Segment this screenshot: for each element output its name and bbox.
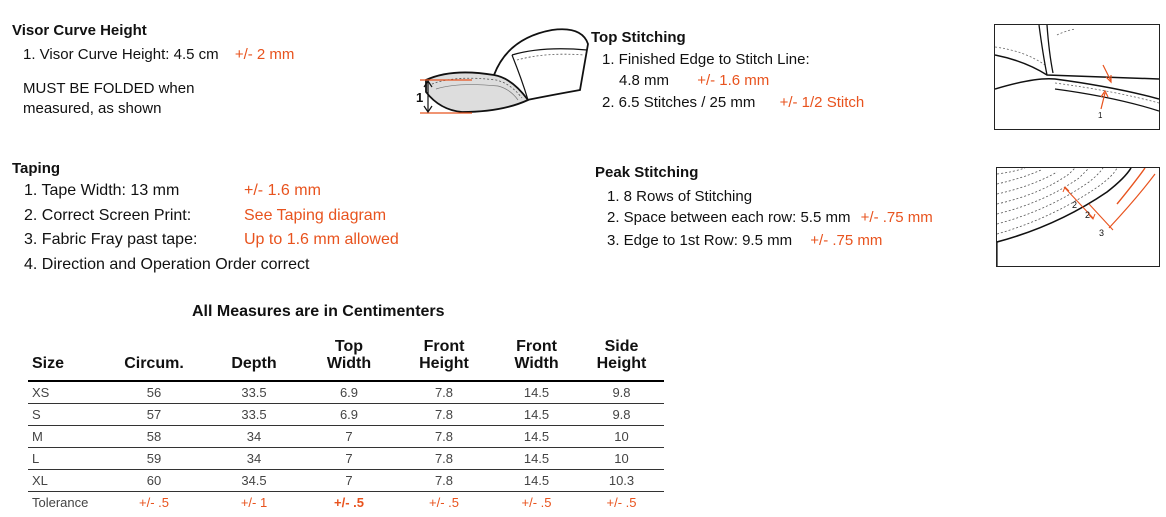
table-cell: 34.5 [241, 473, 267, 488]
top-stitching-heading: Top Stitching [591, 29, 686, 46]
table-cell: 7 [345, 429, 353, 444]
taping-item [24, 231, 399, 256]
table-cell: 7.8 [434, 451, 454, 466]
table-cell: M [32, 429, 43, 444]
column-header-text: Front [423, 338, 465, 355]
taping-list [24, 182, 399, 280]
column-header [204, 330, 304, 381]
table-cell: 9.8 [612, 407, 631, 422]
peak-stitching-line3-label: 3. Edge to 1st Row: 9.5 mm [607, 232, 793, 249]
taping-item-label: 2. Correct Screen Print: [24, 206, 192, 224]
top-stitching-line1b-label: 4.8 mm [619, 72, 670, 89]
peak-diagram-label-2: 2 [1085, 210, 1091, 220]
table-cell: 6.9 [339, 385, 359, 400]
column-header-text: Side [604, 338, 639, 355]
column-header [28, 330, 104, 381]
top-stitching-diagram [994, 24, 1160, 130]
visor-note-line2: measured, as shown [23, 100, 162, 117]
top-stitching-line1b-tolerance: +/- 1.6 mm [697, 72, 770, 89]
peak-stitching-diagram [996, 167, 1160, 267]
table-cell: XL [32, 473, 48, 488]
table-cell: +/- .5 [334, 495, 364, 510]
taping-item-label: 3. Fabric Fray past tape: [24, 231, 198, 248]
table-cell: 7.8 [434, 473, 454, 488]
column-header [494, 330, 579, 381]
table-cell: 7.8 [434, 385, 454, 400]
table-cell: 10.3 [608, 473, 635, 488]
taping-item [24, 207, 399, 232]
taping-item [24, 182, 399, 207]
taping-item-tolerance: See Taping diagram [244, 206, 387, 224]
table-cell: L [32, 451, 40, 466]
peak-stitching-line2-tolerance: +/- .75 mm [860, 209, 933, 226]
table-cell: 14.5 [523, 407, 550, 422]
column-header-text: Size [32, 355, 65, 372]
table-cell: S [32, 407, 41, 422]
measures-table [28, 330, 664, 513]
taping-item-tolerance: Up to 1.6 mm allowed [244, 231, 399, 248]
column-header-text: Circum. [124, 355, 184, 372]
table-cell: 10 [614, 429, 629, 444]
column-header-text: Width [326, 355, 372, 372]
peak-diagram-label-3: 3 [1099, 228, 1105, 238]
taping-item-tolerance: +/- 1.6 mm [244, 182, 321, 199]
top-stitching-line1b [619, 72, 769, 89]
table-cell: 7 [345, 451, 353, 466]
top-stitching-line2-label: 2. 6.5 Stitches / 25 mm [602, 94, 756, 111]
column-header [104, 330, 204, 381]
table-cell: 7.8 [434, 407, 454, 422]
column-header-text: Front [516, 338, 557, 355]
table-row [28, 470, 664, 492]
column-header [394, 330, 494, 381]
table-cell: 6.9 [339, 407, 359, 422]
column-header-text: Top [334, 338, 364, 355]
peak-diagram-label-1: 2 [1072, 200, 1078, 210]
column-header-text: Height [419, 355, 469, 372]
peak-stitching-line3-tolerance: +/- .75 mm [810, 232, 883, 249]
table-row [28, 404, 664, 426]
tolerance-row [28, 492, 664, 514]
table-row [28, 426, 664, 448]
table-cell: +/- .5 [429, 495, 459, 510]
visor-heading: Visor Curve Height [12, 22, 147, 39]
table-cell: 59 [146, 451, 162, 466]
table-cell: 10 [614, 451, 629, 466]
taping-item [24, 256, 399, 281]
visor-note-line1: MUST BE FOLDED when [23, 80, 195, 97]
top-stitching-diagram-label: 1 [1098, 111, 1103, 120]
visor-item-label: 1. Visor Curve Height: 4.5 cm [23, 46, 219, 63]
measures-title: All Measures are in Centimenters [192, 303, 445, 320]
table-cell: 56 [146, 385, 162, 400]
top-stitching-line2 [602, 94, 864, 111]
peak-stitching-line1: 1. 8 Rows of Stitching [607, 188, 753, 205]
column-header-text: Depth [231, 355, 277, 372]
column-header [579, 330, 664, 381]
table-row [28, 381, 664, 404]
table-cell: 57 [146, 407, 162, 422]
peak-stitching-line2-label: 2. Space between each row: 5.5 mm [607, 209, 851, 226]
table-cell: 7 [345, 473, 353, 488]
table-cell: +/- .5 [139, 495, 169, 510]
table-header-row [28, 330, 664, 381]
top-stitching-line1: 1. Finished Edge to Stitch Line: [602, 51, 810, 68]
table-cell: 33.5 [241, 385, 267, 400]
visor-item [23, 46, 294, 63]
table-cell: 9.8 [612, 385, 631, 400]
visor-item-tolerance: +/- 2 mm [234, 46, 295, 63]
peak-stitching-line3 [607, 232, 882, 249]
visor-diagram-label: 1 [416, 90, 424, 105]
column-header-text: Height [596, 355, 647, 372]
column-header [304, 330, 394, 381]
table-row [28, 448, 664, 470]
table-cell: XS [32, 385, 50, 400]
table-cell: +/- 1 [240, 495, 268, 510]
table-cell: 7.8 [434, 429, 454, 444]
table-cell: 34 [246, 429, 262, 444]
top-stitching-line2-tolerance: +/- 1/2 Stitch [779, 94, 865, 111]
taping-item-label: 4. Direction and Operation Order correct [24, 255, 310, 273]
visor-cap-diagram [412, 20, 592, 120]
table-cell: 14.5 [523, 385, 550, 400]
column-header-text: Width [514, 355, 559, 372]
table-cell: Tolerance [32, 495, 89, 510]
table-cell: 58 [146, 429, 162, 444]
table-cell: +/- .5 [521, 495, 552, 510]
peak-stitching-line2 [607, 209, 933, 226]
taping-item-label: 1. Tape Width: 13 mm [24, 182, 180, 199]
table-cell: 14.5 [523, 429, 550, 444]
peak-stitching-heading: Peak Stitching [595, 164, 699, 181]
table-cell: +/- .5 [606, 495, 637, 510]
table-cell: 14.5 [523, 451, 550, 466]
table-cell: 34 [246, 451, 262, 466]
taping-heading: Taping [12, 160, 61, 177]
table-cell: 60 [146, 473, 162, 488]
table-cell: 14.5 [523, 473, 550, 488]
table-cell: 33.5 [241, 407, 267, 422]
